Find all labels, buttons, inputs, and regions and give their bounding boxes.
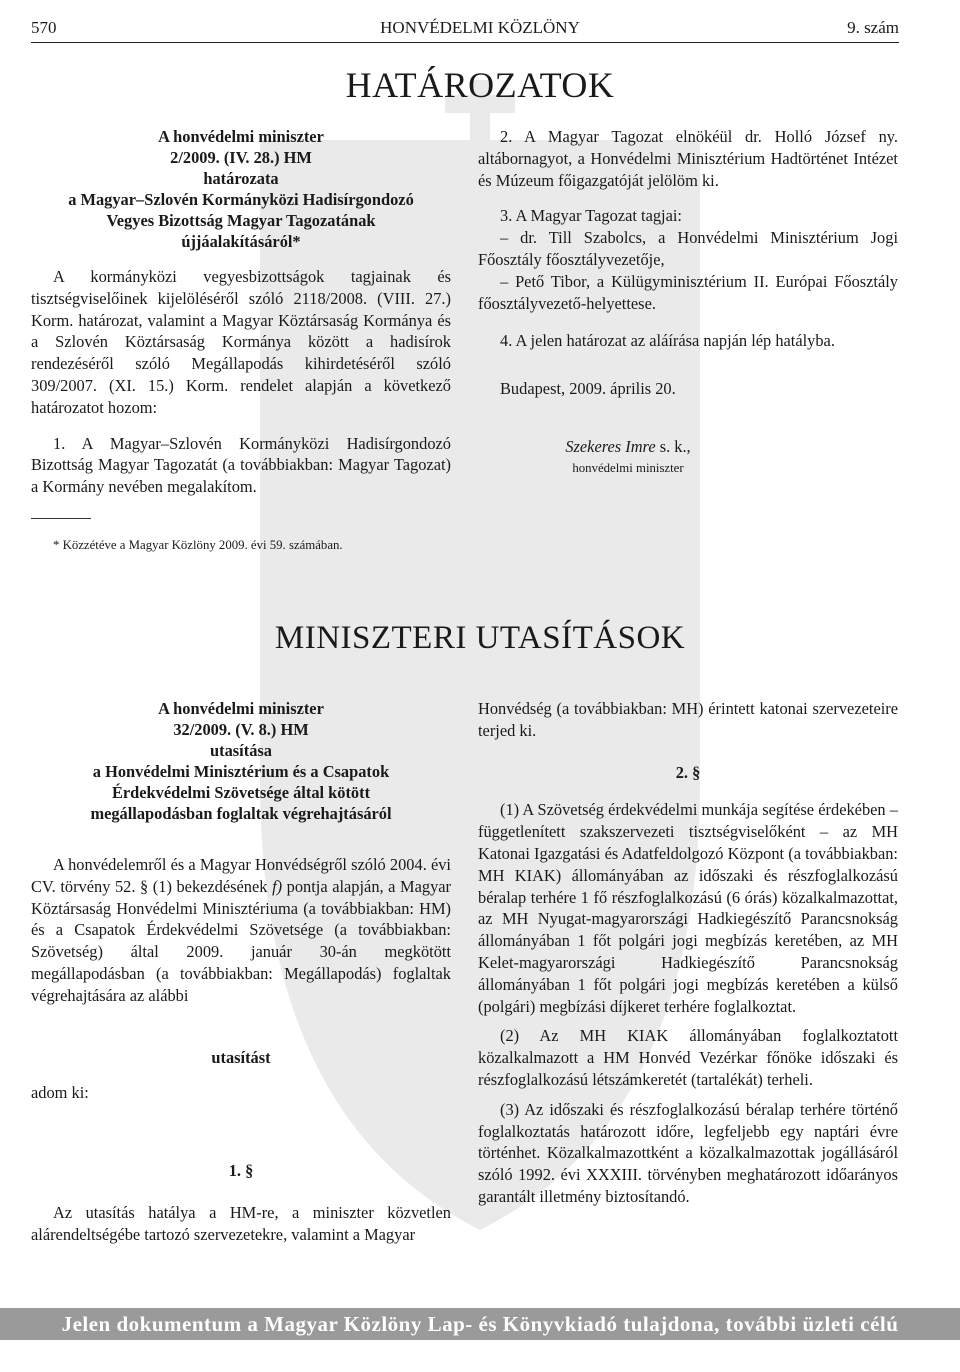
paragraph-2-sub-1: (1) A Szövetség érdekvédelmi munkája segítése érdekében – függetlenített szakszervezeti tisztségviselőként – az MH Katonai Igazgatási és Adatfeldolgozó Központ (a továbbiakban: MH KIAK) állományában az időszaki és részfoglalkozású béralap terhére 1 fő részfoglalkozású (6 órás) közalkalmazottat, az MH Nyugat-magyarországi Hadkiegészítő Parancsnokság állományában 1 főt polgári jogi megbízás keretében, az MH Kelet-magyarországi Hadkiegészítő Parancsnokság állományában 1 főt polgári jogi megbízás keretében a külső (polgári) megbízási díjkeret terhére foglalkoztat. [478,800,898,1016]
intro-text: A honvédelemről és a Magyar Honvédségről szóló 2004. évi CV. törvény 52. § (1) bekezdésének [31,855,451,896]
intro-italic: f) [272,876,283,896]
signer-suffix: s. k., [655,436,691,456]
footnote: * Közzétéve a Magyar Közlöny 2009. évi 59. számában. [53,537,343,552]
signature-block [478,436,778,480]
utasitast-label: utasítást [211,1047,271,1067]
heading-line: 2/2009. (IV. 28.) HM [170,148,312,167]
section2-right-column [478,698,898,1208]
heading-line: A honvédelmi miniszter [158,699,324,718]
heading-line: Vegyes Bizottság Magyar Tagozatának [106,211,376,230]
paragraph-1-text: Az utasítás hatálya a HM-re, a miniszter közvetlen alárendeltségébe tartozó szervezetekre, valamint a Magyar [31,1202,451,1244]
decree-point-1: 1. A Magyar–Szlovén Kormányközi Hadisírgondozó Bizottság Magyar Tagozatát (a továbbiakban: Magyar Tagozat) a Kormány nevében megalakítom. [31,433,451,497]
paragraph-1-heading: 1. § [228,1161,254,1181]
instruction-intro [31,854,451,1007]
paragraph-2-sub-2: (2) Az MH KIAK állományában foglalkoztatott közalkalmazott a HM Honvéd Vezérkar főnöke időszaki és részfoglalkozású létszámkeretét (tartalékát) terheli. [478,1026,898,1089]
decree-point-3: 3. A Magyar Tagozat tagjai: [500,206,682,226]
paragraph-1-continued: Honvédség (a továbbiakban: MH) érintett katonai szervezeteire terjed ki. [478,699,898,740]
issue-number: 9. szám [847,18,899,37]
paragraph-2-heading: 2. § [675,762,701,782]
section-title-hatarozatok: HATÁROZATOK [345,65,615,105]
signer-title: honvédelmi miniszter [572,460,684,475]
heading-line: Érdekvédelmi Szövetsége által kötött [111,783,371,802]
journal-title: HONVÉDELMI KÖZLÖNY [380,18,580,37]
place-date: Budapest, 2009. április 20. [500,379,676,399]
member-1: – dr. Till Szabolcs, a Honvédelmi Minisztérium Jogi Főosztály főosztályvezetője, [478,228,898,269]
section1-right-column [478,126,898,480]
heading-line: határozata [203,169,279,188]
heading-line: újjáalakításáról* [181,232,301,251]
paragraph-2-sub-3: (3) Az időszaki és részfoglalkozású béralap terhére történő foglalkoztatás határozott időre, legfeljebb egy naptári évre történhet. Közalkalmazottként a közalkalmazottak jogállásáról szóló 1992. évi XXXIII. törvényben meghatározott időarányos garantált illetmény biztosítandó. [478,1099,898,1206]
decree-intro: A kormányközi vegyesbizottságok tagjainak és tisztségviselőinek kijelöléséről szóló 2118/2008. (VIII. 27.) Korm. határozat, valamint a Magyar Köztársaság Kormánya és a Szlovén Köztársaság Kormánya között a hadisírok rendezéséről szóló Megállapodás kihirdetéséről szóló 309/2007. (XI. 15.) Korm. rendelet alapján a következő határozatot hozom: [31,267,451,417]
heading-line: a Magyar–Szlovén Kormányközi Hadisírgondozó [68,190,414,209]
heading-line: A honvédelmi miniszter [158,127,324,146]
heading-line: utasítása [210,741,272,760]
decree-point-2: 2. A Magyar Tagozat elnökéül dr. Holló József ny. altábornagyot, a Honvédelmi Minisztérium Hadtörténet Intézet és Múzeum főigazgatóját jelölöm ki. [478,127,898,190]
signer-name: Szekeres Imre [565,436,656,456]
decree-heading [31,126,451,252]
section-title-miniszteri-utasitasok: MINISZTERI UTASÍTÁSOK [274,620,686,656]
copyright-footer: Jelen dokumentum a Magyar Közlöny Lap- és Könyvkiadó tulajdona, további üzleti célú felhasználása tilos! [0,1308,960,1340]
heading-line: a Honvédelmi Minisztérium és a Csapatok [92,762,390,781]
decree-point-4: 4. A jelen határozat az aláírása napján lép hatályba. [500,331,835,351]
heading-line: 32/2009. (V. 8.) HM [173,720,309,739]
page-number: 570 [31,18,57,37]
heading-line: megállapodásban foglaltak végrehajtásáról [90,804,392,823]
section1-left-column [31,126,451,557]
footnote-rule [31,518,91,519]
instruction-heading [31,698,451,824]
header-rule [31,42,899,43]
adom-ki-label: adom ki: [31,1083,89,1103]
intro-text: pontja alapján, a Magyar Köztársaság Honvédelmi Minisztériuma (a továbbiakban: HM) és a Csapatok Érdekvédelmi Szövetsége (a továbbiakban: Szövetség) által 2009. január 30-án megkötött megállapodásban (a továbbiakban: Megállapodás) foglaltak végrehajtására az alábbi [31,876,451,1005]
member-2: – Pető Tibor, a Külügyminisztérium II. Európai Főosztály főosztályvezető-helyettese. [478,271,898,313]
section2-left-column [31,698,451,1246]
